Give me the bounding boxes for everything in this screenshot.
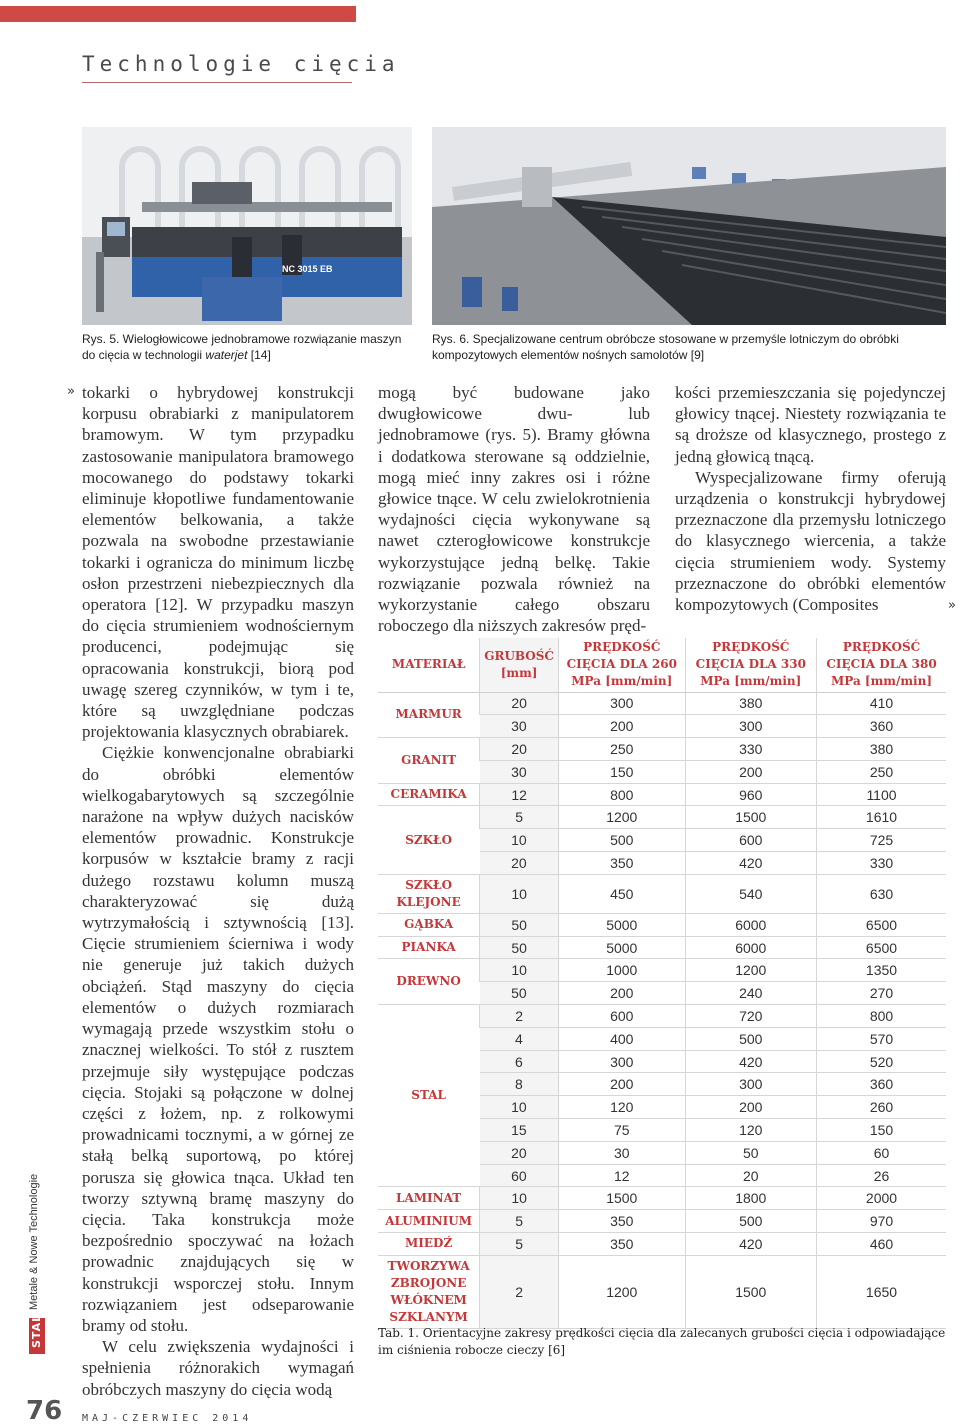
aerospace-machining-illustration bbox=[432, 127, 946, 325]
speed-cell: 5000 bbox=[558, 913, 685, 936]
speed-cell: 200 bbox=[558, 982, 685, 1005]
column-header-material: MATERIAŁ bbox=[378, 638, 480, 692]
speed-cell: 300 bbox=[558, 1050, 685, 1073]
table-row bbox=[378, 1255, 946, 1328]
speed-cell: 300 bbox=[685, 1073, 816, 1096]
speed-cell: 150 bbox=[558, 760, 685, 783]
table-row bbox=[378, 874, 946, 913]
table-row bbox=[378, 806, 946, 829]
waterjet-machine-illustration bbox=[82, 127, 412, 325]
speed-cell: 200 bbox=[685, 760, 816, 783]
thickness-cell: 6 bbox=[480, 1050, 559, 1073]
column-header-thickness: GRUBOŚĆ [mm] bbox=[480, 638, 559, 692]
speed-cell: 1000 bbox=[558, 959, 685, 982]
speed-cell: 300 bbox=[685, 715, 816, 738]
speed-cell: 420 bbox=[685, 852, 816, 875]
speed-cell: 420 bbox=[685, 1050, 816, 1073]
speed-cell: 360 bbox=[817, 1073, 947, 1096]
thickness-cell: 5 bbox=[480, 1233, 559, 1256]
speed-cell: 1200 bbox=[558, 1255, 685, 1328]
column-header-speed-380: PRĘDKOŚĆ CIĘCIA DLA 380 MPa [mm/min] bbox=[817, 638, 947, 692]
thickness-cell: 2 bbox=[480, 1255, 559, 1328]
journal-logo: STAL bbox=[29, 1318, 45, 1354]
speed-cell: 520 bbox=[817, 1050, 947, 1073]
speed-cell: 600 bbox=[558, 1005, 685, 1028]
material-cell: CERAMIKA bbox=[378, 783, 480, 806]
speed-cell: 50 bbox=[685, 1141, 816, 1164]
speed-cell: 1200 bbox=[558, 806, 685, 829]
table-row bbox=[378, 783, 946, 806]
figure-5-caption: Rys. 5. Wielogłowicowe jednobramowe rozwiązanie maszyn do cięcia w technologii waterjet [14] bbox=[82, 332, 402, 362]
material-cell: SZKŁO KLEJONE bbox=[378, 874, 480, 913]
journal-name: Metale & Nowe Technologie bbox=[28, 1173, 40, 1310]
speed-cell: 75 bbox=[558, 1119, 685, 1142]
speed-cell: 725 bbox=[817, 829, 947, 852]
thickness-cell: 20 bbox=[480, 1141, 559, 1164]
material-cell: GĄBKA bbox=[378, 913, 480, 936]
speed-cell: 26 bbox=[817, 1164, 947, 1187]
thickness-cell: 50 bbox=[480, 913, 559, 936]
thickness-cell: 30 bbox=[480, 760, 559, 783]
machine-label: NC 3015 EB bbox=[282, 264, 333, 274]
header-accent-bar bbox=[0, 6, 356, 22]
speed-cell: 6000 bbox=[685, 913, 816, 936]
speed-cell: 960 bbox=[685, 783, 816, 806]
speed-cell: 1500 bbox=[558, 1187, 685, 1210]
speed-cell: 1350 bbox=[817, 959, 947, 982]
table-row bbox=[378, 1210, 946, 1233]
text-column-2 bbox=[378, 382, 650, 636]
speed-cell: 330 bbox=[685, 738, 816, 761]
double-chevron-right-icon: » bbox=[67, 384, 75, 399]
speed-cell: 300 bbox=[558, 692, 685, 715]
material-cell: TWORZYWA ZBROJONE WŁÓKNEM SZKLANYM bbox=[378, 1255, 480, 1328]
table-row bbox=[378, 1233, 946, 1256]
speed-cell: 120 bbox=[558, 1096, 685, 1119]
paragraph: Ciężkie konwencjonalne obrabiarki do obróbki elementów wielkogabarytowych są szczególnie narażone na wpływ dużych nacisków elementów prowadnic. Konstrukcje korpusów w kształcie bramy z racji dużego rozstawu kolumn muszą charakteryzować się dużą wytrzymałością i sztywnością [13]. Cięcie strumieniem ścierniwa i wody nie generuje już takich dużych obciążeń. Stąd maszyny do cięcia elementów o dużych rozmiarach wymagają przede wszystkim stołu o znacznej wielkości. To stół z rusztem przejmuje siły występujące podczas cięcia. Stojaki są połączone w dolnej części z łożem, np. z rolkowymi prowadnicami tocznymi, a w górnej ze stałą belką suportową, po której porusza się głowica tnąca. Układ ten tworzy sztywną bramę maszyny do cięcia. Taka konstrukcja może bezpośrednio spoczywać na łożach prowadnic znajdujących się w konstrukcji wsporczej stołu. Innym rozwiązaniem jest odseparowanie bramy od stołu. bbox=[82, 743, 354, 1335]
speed-cell: 20 bbox=[685, 1164, 816, 1187]
thickness-cell: 50 bbox=[480, 982, 559, 1005]
speed-cell: 6500 bbox=[817, 936, 947, 959]
thickness-cell: 4 bbox=[480, 1027, 559, 1050]
thickness-cell: 8 bbox=[480, 1073, 559, 1096]
paragraph: kości przemieszczania się pojedynczej głowicy tnącej. Niestety rozwiązania te są droższe od klasycznego, prostego z jedną głowicą tnącą. bbox=[675, 383, 946, 466]
paragraph: mogą być budowane jako dwugłowicowe dwu- lub jednobramowe (rys. 5). Bramy główna i dodatkowa sterowane są oddzielnie, mogą mieć inny zakres osi i różne głowice tnące. W celu zwielokrotnienia wydajności cięcia wykonywane są nawet czterogłowicowe konstrukcje wykorzystujące jedną belkę. Takie rozwiązanie pozwala również na wykorzystanie całego obszaru roboczego dla niższych zakresów pręd- bbox=[378, 383, 650, 636]
table-row bbox=[378, 1005, 946, 1028]
paragraph: tokarki o hybrydowej konstrukcji korpusu obrabiarki z manipulatorem bramowym. W tym przypadku zastosowanie manipulatora bramowego mocowanego do podstawy tokarki eliminuje kłopotliwe fundamentowanie elementów belkowania, a także pozwala na swobodne przestawianie tokarki i ogranicza do minimum liczbę osłon przestrzeni niebezpiecznych dla operatora [12]. W przypadku maszyn do cięcia strumieniem wodnościernym producenci, podejmując się opracowania konstrukcji, biorą pod uwagę szereg czynników, w tym i te, które są uwzględniane podczas projektowania klasycznych obrabiarek. bbox=[82, 383, 354, 742]
speed-cell: 6000 bbox=[685, 936, 816, 959]
speed-cell: 350 bbox=[558, 852, 685, 875]
thickness-cell: 20 bbox=[480, 692, 559, 715]
cutting-speed-table bbox=[378, 638, 946, 1329]
speed-cell: 150 bbox=[817, 1119, 947, 1142]
speed-cell: 800 bbox=[817, 1005, 947, 1028]
speed-cell: 800 bbox=[558, 783, 685, 806]
speed-cell: 1200 bbox=[685, 959, 816, 982]
thickness-cell: 50 bbox=[480, 936, 559, 959]
speed-cell: 500 bbox=[558, 829, 685, 852]
material-cell: LAMINAT bbox=[378, 1187, 480, 1210]
material-cell: MARMUR bbox=[378, 692, 480, 738]
speed-cell: 400 bbox=[558, 1027, 685, 1050]
title-divider bbox=[82, 82, 352, 83]
material-cell: DREWNO bbox=[378, 959, 480, 1005]
speed-cell: 2000 bbox=[817, 1187, 947, 1210]
paragraph: Wyspecjalizowane firmy oferują urządzenia o konstrukcji hybrydowej przeznaczone dla przemysłu lotniczego do klasycznego wiercenia, a także cięcia strumieniem wody. Systemy przeznaczone do obróbki elementów kompozytowych (Composites bbox=[675, 467, 946, 615]
material-cell: ALUMINIUM bbox=[378, 1210, 480, 1233]
speed-cell: 30 bbox=[558, 1141, 685, 1164]
issue-date: MAJ-CZERWIEC 2014 bbox=[82, 1413, 253, 1424]
thickness-cell: 10 bbox=[480, 1187, 559, 1210]
speed-cell: 450 bbox=[558, 874, 685, 913]
text-column-3 bbox=[675, 382, 946, 615]
speed-cell: 250 bbox=[817, 760, 947, 783]
speed-cell: 720 bbox=[685, 1005, 816, 1028]
speed-cell: 360 bbox=[817, 715, 947, 738]
speed-cell: 120 bbox=[685, 1119, 816, 1142]
thickness-cell: 10 bbox=[480, 1096, 559, 1119]
speed-cell: 1650 bbox=[817, 1255, 947, 1328]
speed-cell: 12 bbox=[558, 1164, 685, 1187]
speed-cell: 6500 bbox=[817, 913, 947, 936]
speed-cell: 500 bbox=[685, 1027, 816, 1050]
table-row bbox=[378, 913, 946, 936]
speed-cell: 250 bbox=[558, 738, 685, 761]
figure-6-caption: Rys. 6. Specjalizowane centrum obróbcze stosowane w przemyśle lotniczym do obróbki kompozytowych elementów nośnych samolotów [9] bbox=[432, 332, 899, 362]
speed-cell: 570 bbox=[817, 1027, 947, 1050]
thickness-cell: 30 bbox=[480, 715, 559, 738]
table-row bbox=[378, 692, 946, 715]
thickness-cell: 10 bbox=[480, 829, 559, 852]
thickness-cell: 15 bbox=[480, 1119, 559, 1142]
thickness-cell: 12 bbox=[480, 783, 559, 806]
thickness-cell: 5 bbox=[480, 806, 559, 829]
speed-cell: 500 bbox=[685, 1210, 816, 1233]
speed-cell: 630 bbox=[817, 874, 947, 913]
speed-cell: 540 bbox=[685, 874, 816, 913]
speed-cell: 200 bbox=[685, 1096, 816, 1119]
column-header-speed-330: PRĘDKOŚĆ CIĘCIA DLA 330 MPa [mm/min] bbox=[685, 638, 816, 692]
speed-cell: 270 bbox=[817, 982, 947, 1005]
speed-cell: 600 bbox=[685, 829, 816, 852]
speed-cell: 420 bbox=[685, 1233, 816, 1256]
text-column-1 bbox=[82, 382, 354, 1400]
double-chevron-right-icon: » bbox=[948, 598, 956, 613]
speed-cell: 5000 bbox=[558, 936, 685, 959]
thickness-cell: 60 bbox=[480, 1164, 559, 1187]
section-title: Technologie cięcia bbox=[82, 52, 400, 76]
table-row bbox=[378, 936, 946, 959]
column-header-speed-260: PRĘDKOŚĆ CIĘCIA DLA 260 MPa [mm/min] bbox=[558, 638, 685, 692]
thickness-cell: 2 bbox=[480, 1005, 559, 1028]
thickness-cell: 10 bbox=[480, 874, 559, 913]
speed-cell: 330 bbox=[817, 852, 947, 875]
table-row bbox=[378, 738, 946, 761]
speed-cell: 350 bbox=[558, 1210, 685, 1233]
thickness-cell: 20 bbox=[480, 852, 559, 875]
material-cell: PIANKA bbox=[378, 936, 480, 959]
speed-cell: 60 bbox=[817, 1141, 947, 1164]
thickness-cell: 10 bbox=[480, 959, 559, 982]
waterjet-machine-photo bbox=[82, 127, 412, 325]
paragraph: W celu zwiększenia wydajności i spełnienia różnorakich wymagań obróbczych maszyny do cięcia wodą bbox=[82, 1337, 354, 1399]
page-number: 76 bbox=[26, 1396, 63, 1426]
speed-cell: 1500 bbox=[685, 806, 816, 829]
speed-cell: 200 bbox=[558, 715, 685, 738]
material-cell: GRANIT bbox=[378, 738, 480, 784]
speed-cell: 350 bbox=[558, 1233, 685, 1256]
table-caption: Tab. 1. Orientacyjne zakresy prędkości cięcia dla zalecanych grubości cięcia i odpowiadające im ciśnienia robocze cieczy [6] bbox=[378, 1326, 946, 1357]
speed-cell: 1610 bbox=[817, 806, 947, 829]
speed-cell: 1500 bbox=[685, 1255, 816, 1328]
table-row bbox=[378, 959, 946, 982]
speed-cell: 970 bbox=[817, 1210, 947, 1233]
aerospace-machining-center-photo bbox=[432, 127, 946, 325]
material-cell: SZKŁO bbox=[378, 806, 480, 874]
speed-cell: 1100 bbox=[817, 783, 947, 806]
table-row bbox=[378, 1187, 946, 1210]
material-cell: STAL bbox=[378, 1005, 480, 1187]
speed-cell: 410 bbox=[817, 692, 947, 715]
speed-cell: 460 bbox=[817, 1233, 947, 1256]
speed-cell: 380 bbox=[685, 692, 816, 715]
material-cell: MIEDŹ bbox=[378, 1233, 480, 1256]
speed-cell: 200 bbox=[558, 1073, 685, 1096]
speed-cell: 380 bbox=[817, 738, 947, 761]
speed-cell: 1800 bbox=[685, 1187, 816, 1210]
speed-cell: 260 bbox=[817, 1096, 947, 1119]
speed-cell: 240 bbox=[685, 982, 816, 1005]
thickness-cell: 5 bbox=[480, 1210, 559, 1233]
thickness-cell: 20 bbox=[480, 738, 559, 761]
